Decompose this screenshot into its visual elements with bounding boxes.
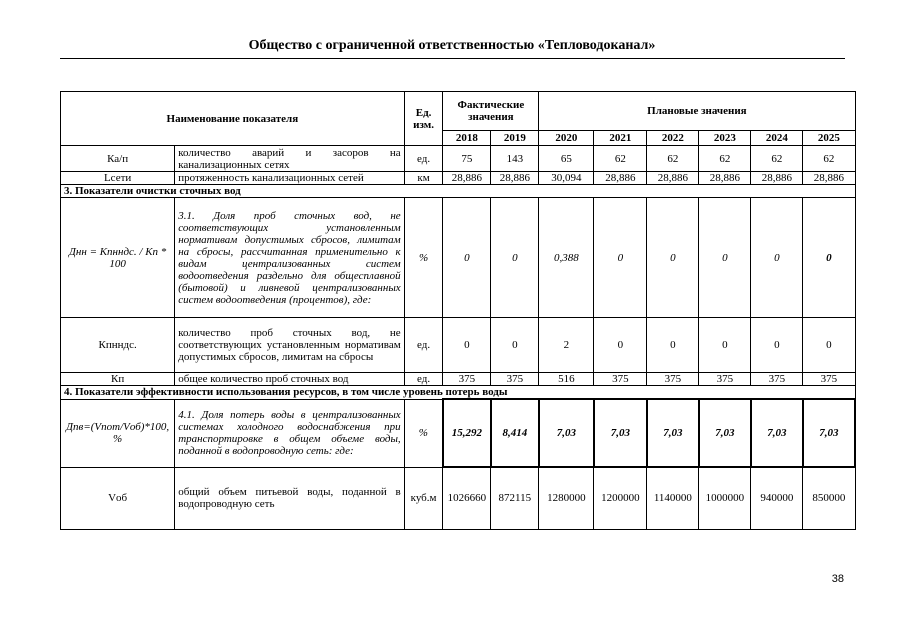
table-row (61, 146, 856, 172)
row-value: 2 (539, 318, 594, 373)
header-unit: Ед. изм. (404, 92, 443, 146)
header-divider (60, 58, 845, 59)
row-code: Кп (61, 373, 175, 386)
row-value: 62 (699, 146, 751, 172)
row-value: 0 (751, 318, 803, 373)
row-value: 7,03 (539, 399, 594, 467)
row-unit: куб.м (404, 467, 443, 529)
section-title: 4. Показатели эффективности использования ресурсов, в том числе уровень потерь воды (61, 386, 856, 400)
row-value: 0 (594, 318, 647, 373)
row-value: 1000000 (699, 467, 751, 529)
row-value: 375 (803, 373, 855, 386)
row-value: 0 (751, 198, 803, 318)
table-row (61, 467, 856, 529)
table-row (61, 318, 856, 373)
row-unit: ед. (404, 318, 443, 373)
row-value: 375 (491, 373, 539, 386)
row-value: 8,414 (491, 399, 539, 467)
row-code: Vоб (61, 467, 175, 529)
table-row (61, 198, 856, 318)
row-value: 0 (647, 198, 699, 318)
year-header: 2025 (803, 131, 855, 146)
row-value: 7,03 (594, 399, 647, 467)
row-unit: ед. (404, 373, 443, 386)
row-value: 872115 (491, 467, 539, 529)
row-value: 0 (491, 318, 539, 373)
year-header: 2020 (539, 131, 594, 146)
row-value: 850000 (803, 467, 855, 529)
page-number: 38 (831, 573, 844, 585)
row-value: 143 (491, 146, 539, 172)
row-description: общее количество проб сточных вод (175, 373, 404, 386)
row-value: 0,388 (539, 198, 594, 318)
row-value: 28,886 (647, 172, 699, 185)
row-description: 3.1. Доля проб сточных вод, не соответствующих установленным нормативам допустимых сбросов, лимитам на сбросы, рассчитанная применительно к видам централизованных систем водоотведения раздельно для общесплавной (бытовой) и ливневой централизованных систем водоотведения (процентов), где: (175, 198, 404, 318)
row-value: 7,03 (647, 399, 699, 467)
row-unit: ед. (404, 146, 443, 172)
row-value: 62 (594, 146, 647, 172)
row-value: 7,03 (803, 399, 855, 467)
row-code: Кпнндс. (61, 318, 175, 373)
row-value: 1140000 (647, 467, 699, 529)
row-value: 0 (443, 198, 491, 318)
row-value: 75 (443, 146, 491, 172)
row-description: 4.1. Доля потерь воды в централизованных системах холодного водоснабжения при транспортировке в общем объеме воды, поданной в водопроводную сеть: где: (175, 399, 404, 467)
row-code: Ка/п (61, 146, 175, 172)
row-code: Дпв=(Vпот/Vоб)*100, % (61, 399, 175, 467)
row-code: Lсети (61, 172, 175, 185)
row-value: 1280000 (539, 467, 594, 529)
row-value: 28,886 (699, 172, 751, 185)
table-row (61, 399, 856, 467)
row-value: 0 (594, 198, 647, 318)
header-indicator-name: Наименование показателя (61, 92, 405, 146)
row-value: 30,094 (539, 172, 594, 185)
row-value: 0 (699, 318, 751, 373)
year-header: 2024 (751, 131, 803, 146)
row-value: 375 (647, 373, 699, 386)
row-unit: % (404, 399, 443, 467)
section-title: 3. Показатели очистки сточных вод (61, 185, 856, 198)
row-unit: км (404, 172, 443, 185)
row-unit: % (404, 198, 443, 318)
row-value: 62 (751, 146, 803, 172)
row-value: 28,886 (491, 172, 539, 185)
row-value: 0 (443, 318, 491, 373)
row-code: Днн = Кпнндс. / Кп * 100 (61, 198, 175, 318)
year-header: 2021 (594, 131, 647, 146)
row-value: 28,886 (443, 172, 491, 185)
row-value: 0 (803, 318, 855, 373)
row-value: 516 (539, 373, 594, 386)
year-header: 2023 (699, 131, 751, 146)
year-header: 2019 (491, 131, 539, 146)
row-value: 62 (647, 146, 699, 172)
row-value: 0 (647, 318, 699, 373)
row-description: количество проб сточных вод, не соответствующих установленным нормативам допустимых сбросов, лимитам на сбросы (175, 318, 404, 373)
row-value: 15,292 (443, 399, 491, 467)
row-value: 65 (539, 146, 594, 172)
section-row (61, 185, 856, 198)
row-value: 0 (491, 198, 539, 318)
row-value: 940000 (751, 467, 803, 529)
row-value: 7,03 (751, 399, 803, 467)
row-value: 7,03 (699, 399, 751, 467)
row-value: 0 (699, 198, 751, 318)
year-header: 2018 (443, 131, 491, 146)
header-plan-values: Плановые значения (539, 92, 855, 131)
row-value: 28,886 (803, 172, 855, 185)
table-row (61, 172, 856, 185)
row-value: 1026660 (443, 467, 491, 529)
table-row (61, 373, 856, 386)
row-description: количество аварий и засоров на канализационных сетях (175, 146, 404, 172)
section-row (61, 386, 856, 400)
row-value: 28,886 (594, 172, 647, 185)
row-value: 0 (803, 198, 855, 318)
row-value: 62 (803, 146, 855, 172)
header-fact-values: Фактические значения (443, 92, 539, 131)
row-value: 375 (751, 373, 803, 386)
row-value: 1200000 (594, 467, 647, 529)
row-value: 375 (594, 373, 647, 386)
row-description: протяженность канализационных сетей (175, 172, 404, 185)
row-value: 28,886 (751, 172, 803, 185)
document-header-title: Общество с ограниченной ответственностью «Тепловодоканал» (248, 38, 656, 53)
row-value: 375 (443, 373, 491, 386)
row-description: общий объем питьевой воды, поданной в водопроводную сеть (175, 467, 404, 529)
indicators-table (60, 91, 856, 530)
year-header: 2022 (647, 131, 699, 146)
row-value: 375 (699, 373, 751, 386)
